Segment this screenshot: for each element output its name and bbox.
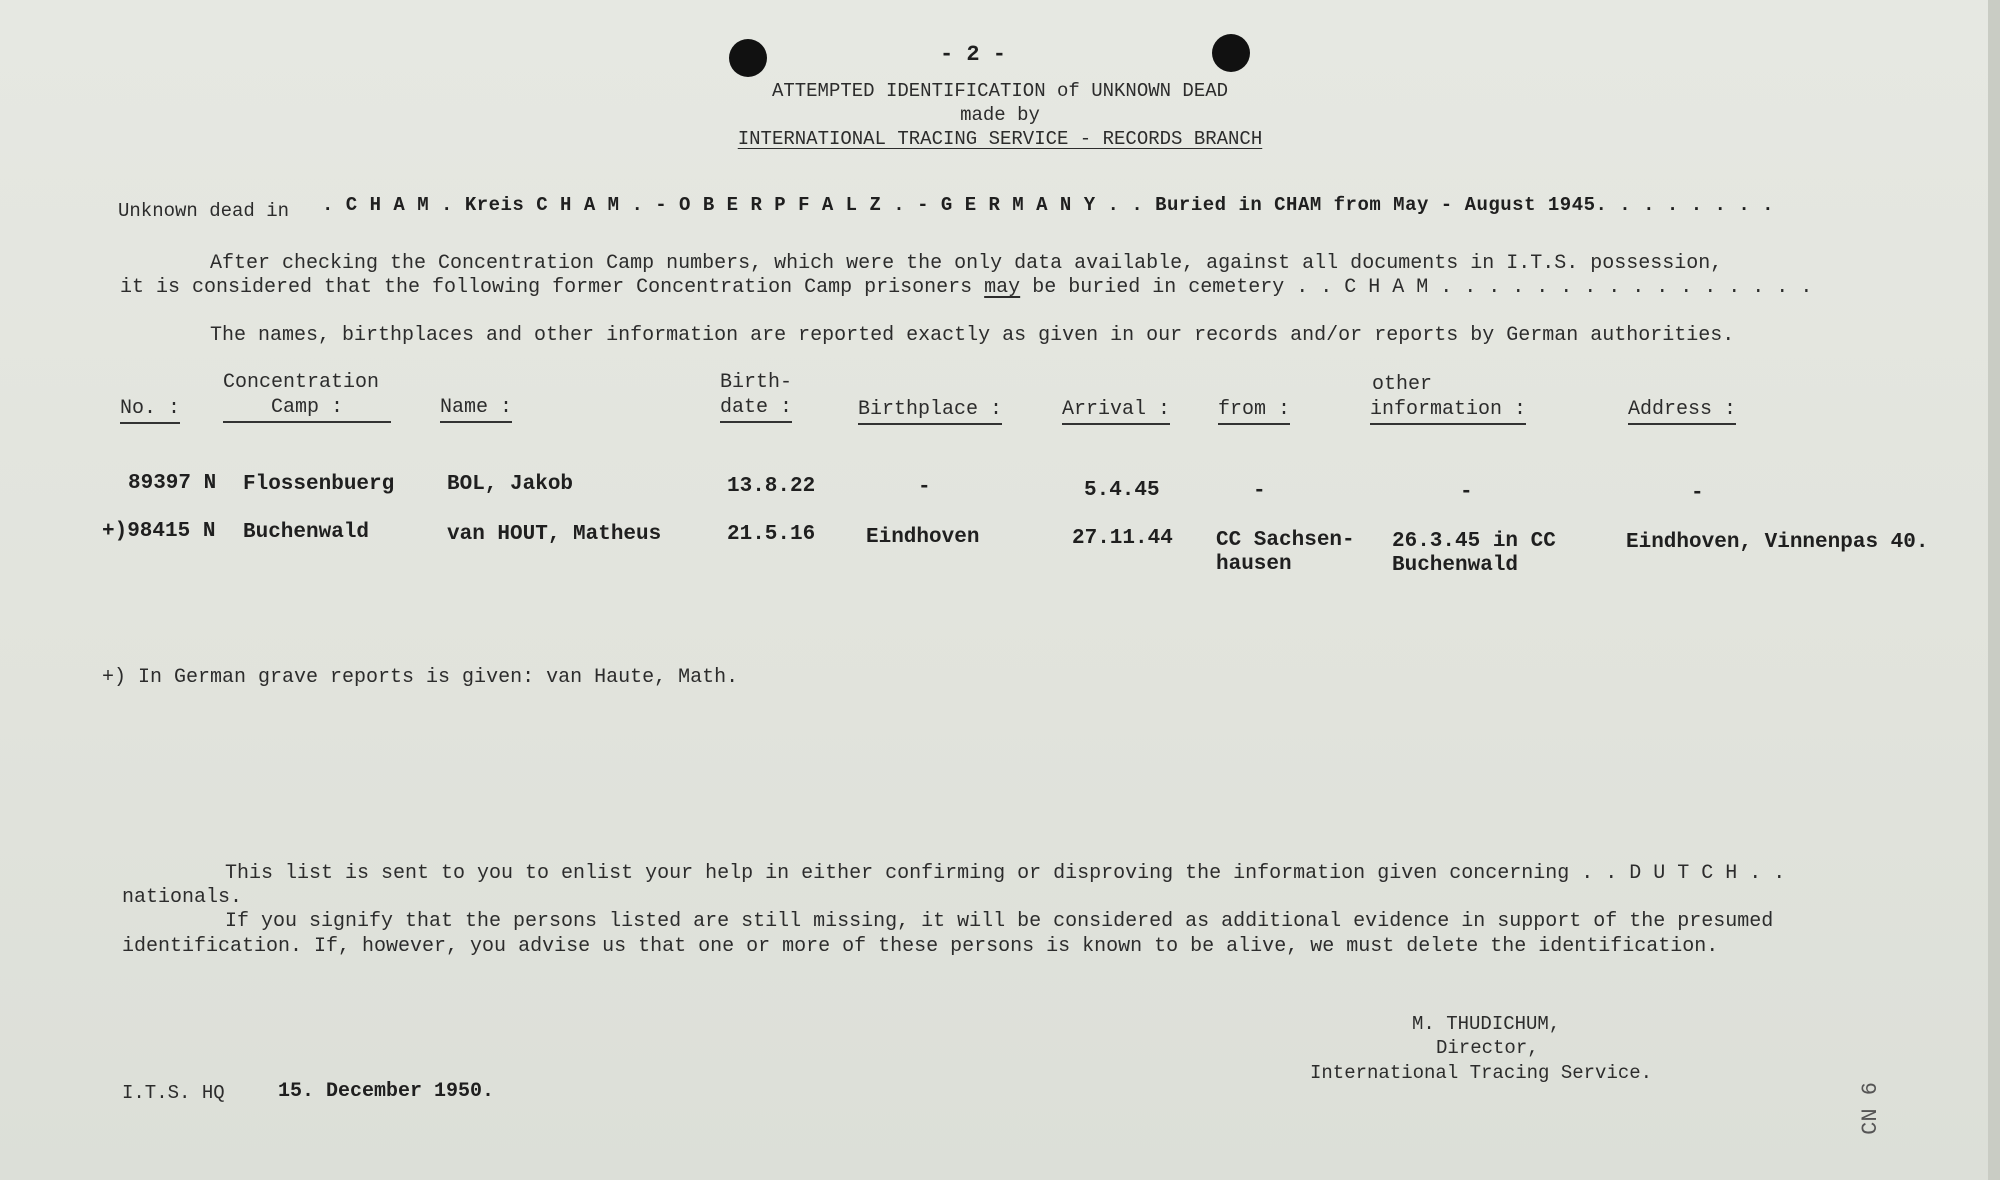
footnote: +) In German grave reports is given: van Haute, Math. [102,666,739,689]
cell-birthdate: 13.8.22 [727,475,816,498]
closing-paragraph-line1: This list is sent to you to enlist your help in either confirming or disproving the information given concerning . . D U T C H . . [225,862,1786,885]
doc-subtitle-organization: INTERNATIONAL TRACING SERVICE - RECORDS BRANCH [737,128,1263,150]
cell-arrival: 27.11.44 [1072,527,1173,550]
closing-paragraph-line2: nationals. [122,886,243,909]
header-camp-top: Concentration [223,371,380,394]
punch-hole-right [1212,34,1250,72]
closing-paragraph2-line1: If you signify that the persons listed are still missing, it will be considered as additional evidence in support of the presumed [225,910,1774,933]
cell-other-line2: Buchenwald [1392,554,1519,577]
cell-no: +)98415 N [102,520,216,543]
unknown-dead-label: Unknown dead in [118,200,290,222]
cell-camp: Flossenbuerg [243,473,395,496]
records-note: The names, birthplaces and other information are reported exactly as given in our records and/or reports by German authorities. [210,324,1735,347]
doc-title: ATTEMPTED IDENTIFICATION of UNKNOWN DEAD [771,80,1229,102]
issue-date: 15. December 1950. [278,1080,495,1103]
cell-no: 89397 N [128,472,217,495]
cell-arrival: 5.4.45 [1084,479,1160,502]
margin-note: CN 6 [1858,1082,1883,1135]
header-from: from : [1218,398,1290,425]
header-birthdate-top: Birth- [720,371,793,394]
header-other-top: other [1372,373,1433,396]
place-label: I.T.S. HQ [122,1082,225,1104]
cell-from: - [1253,480,1266,503]
cell-camp: Buchenwald [243,521,370,544]
header-address: Address : [1628,398,1736,425]
cell-address: - [1691,482,1704,505]
header-other-information: information : [1370,398,1526,425]
header-birthplace: Birthplace : [858,398,1002,425]
cell-name: BOL, Jakob [447,473,574,496]
cell-other: - [1460,481,1473,504]
cell-birthplace: - [918,476,931,499]
doc-subtitle-made-by: made by [960,104,1040,126]
intro-paragraph-text: it is considered that the following former Concentration Camp prisoners [120,276,973,299]
cell-from-line1: CC Sachsen- [1216,529,1355,552]
header-no: No. : [120,397,180,424]
signature-organization: International Tracing Service. [1310,1062,1653,1084]
signature-name: M. THUDICHUM, [1412,1013,1561,1035]
signature-role: Director, [1436,1037,1539,1059]
cell-address: Eindhoven, Vinnenpas 40. [1626,531,1929,554]
burial-location: . C H A M . Kreis C H A M . - O B E R P F A L Z . - G E R M A N Y . . Buried in CHAM from May - August 1945. . . . . . . . [322,194,1775,216]
paper-edge [1988,0,2000,1180]
header-birthdate: date : [720,396,792,423]
page-number: - 2 - [940,42,1007,67]
cell-other-line1: 26.3.45 in CC [1392,530,1556,553]
cell-name: van HOUT, Matheus [447,523,662,546]
closing-paragraph2-line2: identification. If, however, you advise us that one or more of these persons is known to be alive, we must delete the identification. [122,935,1719,958]
intro-paragraph-cemetery: be buried in cemetery . . C H A M . . . . . . . . . . . . . . . . [1032,276,1813,299]
header-name: Name : [440,396,512,423]
cell-birthdate: 21.5.16 [727,523,816,546]
may-underlined: may [984,276,1021,299]
intro-paragraph-line1: After checking the Concentration Camp numbers, which were the only data available, against all documents in I.T.S. possession, [210,252,1723,275]
punch-hole-left [729,39,767,77]
cell-from-line2: hausen [1216,553,1292,576]
header-arrival: Arrival : [1062,398,1170,425]
cell-birthplace: Eindhoven [866,526,980,549]
header-camp: Camp : [223,396,391,423]
intro-paragraph-line2 [120,276,1812,299]
